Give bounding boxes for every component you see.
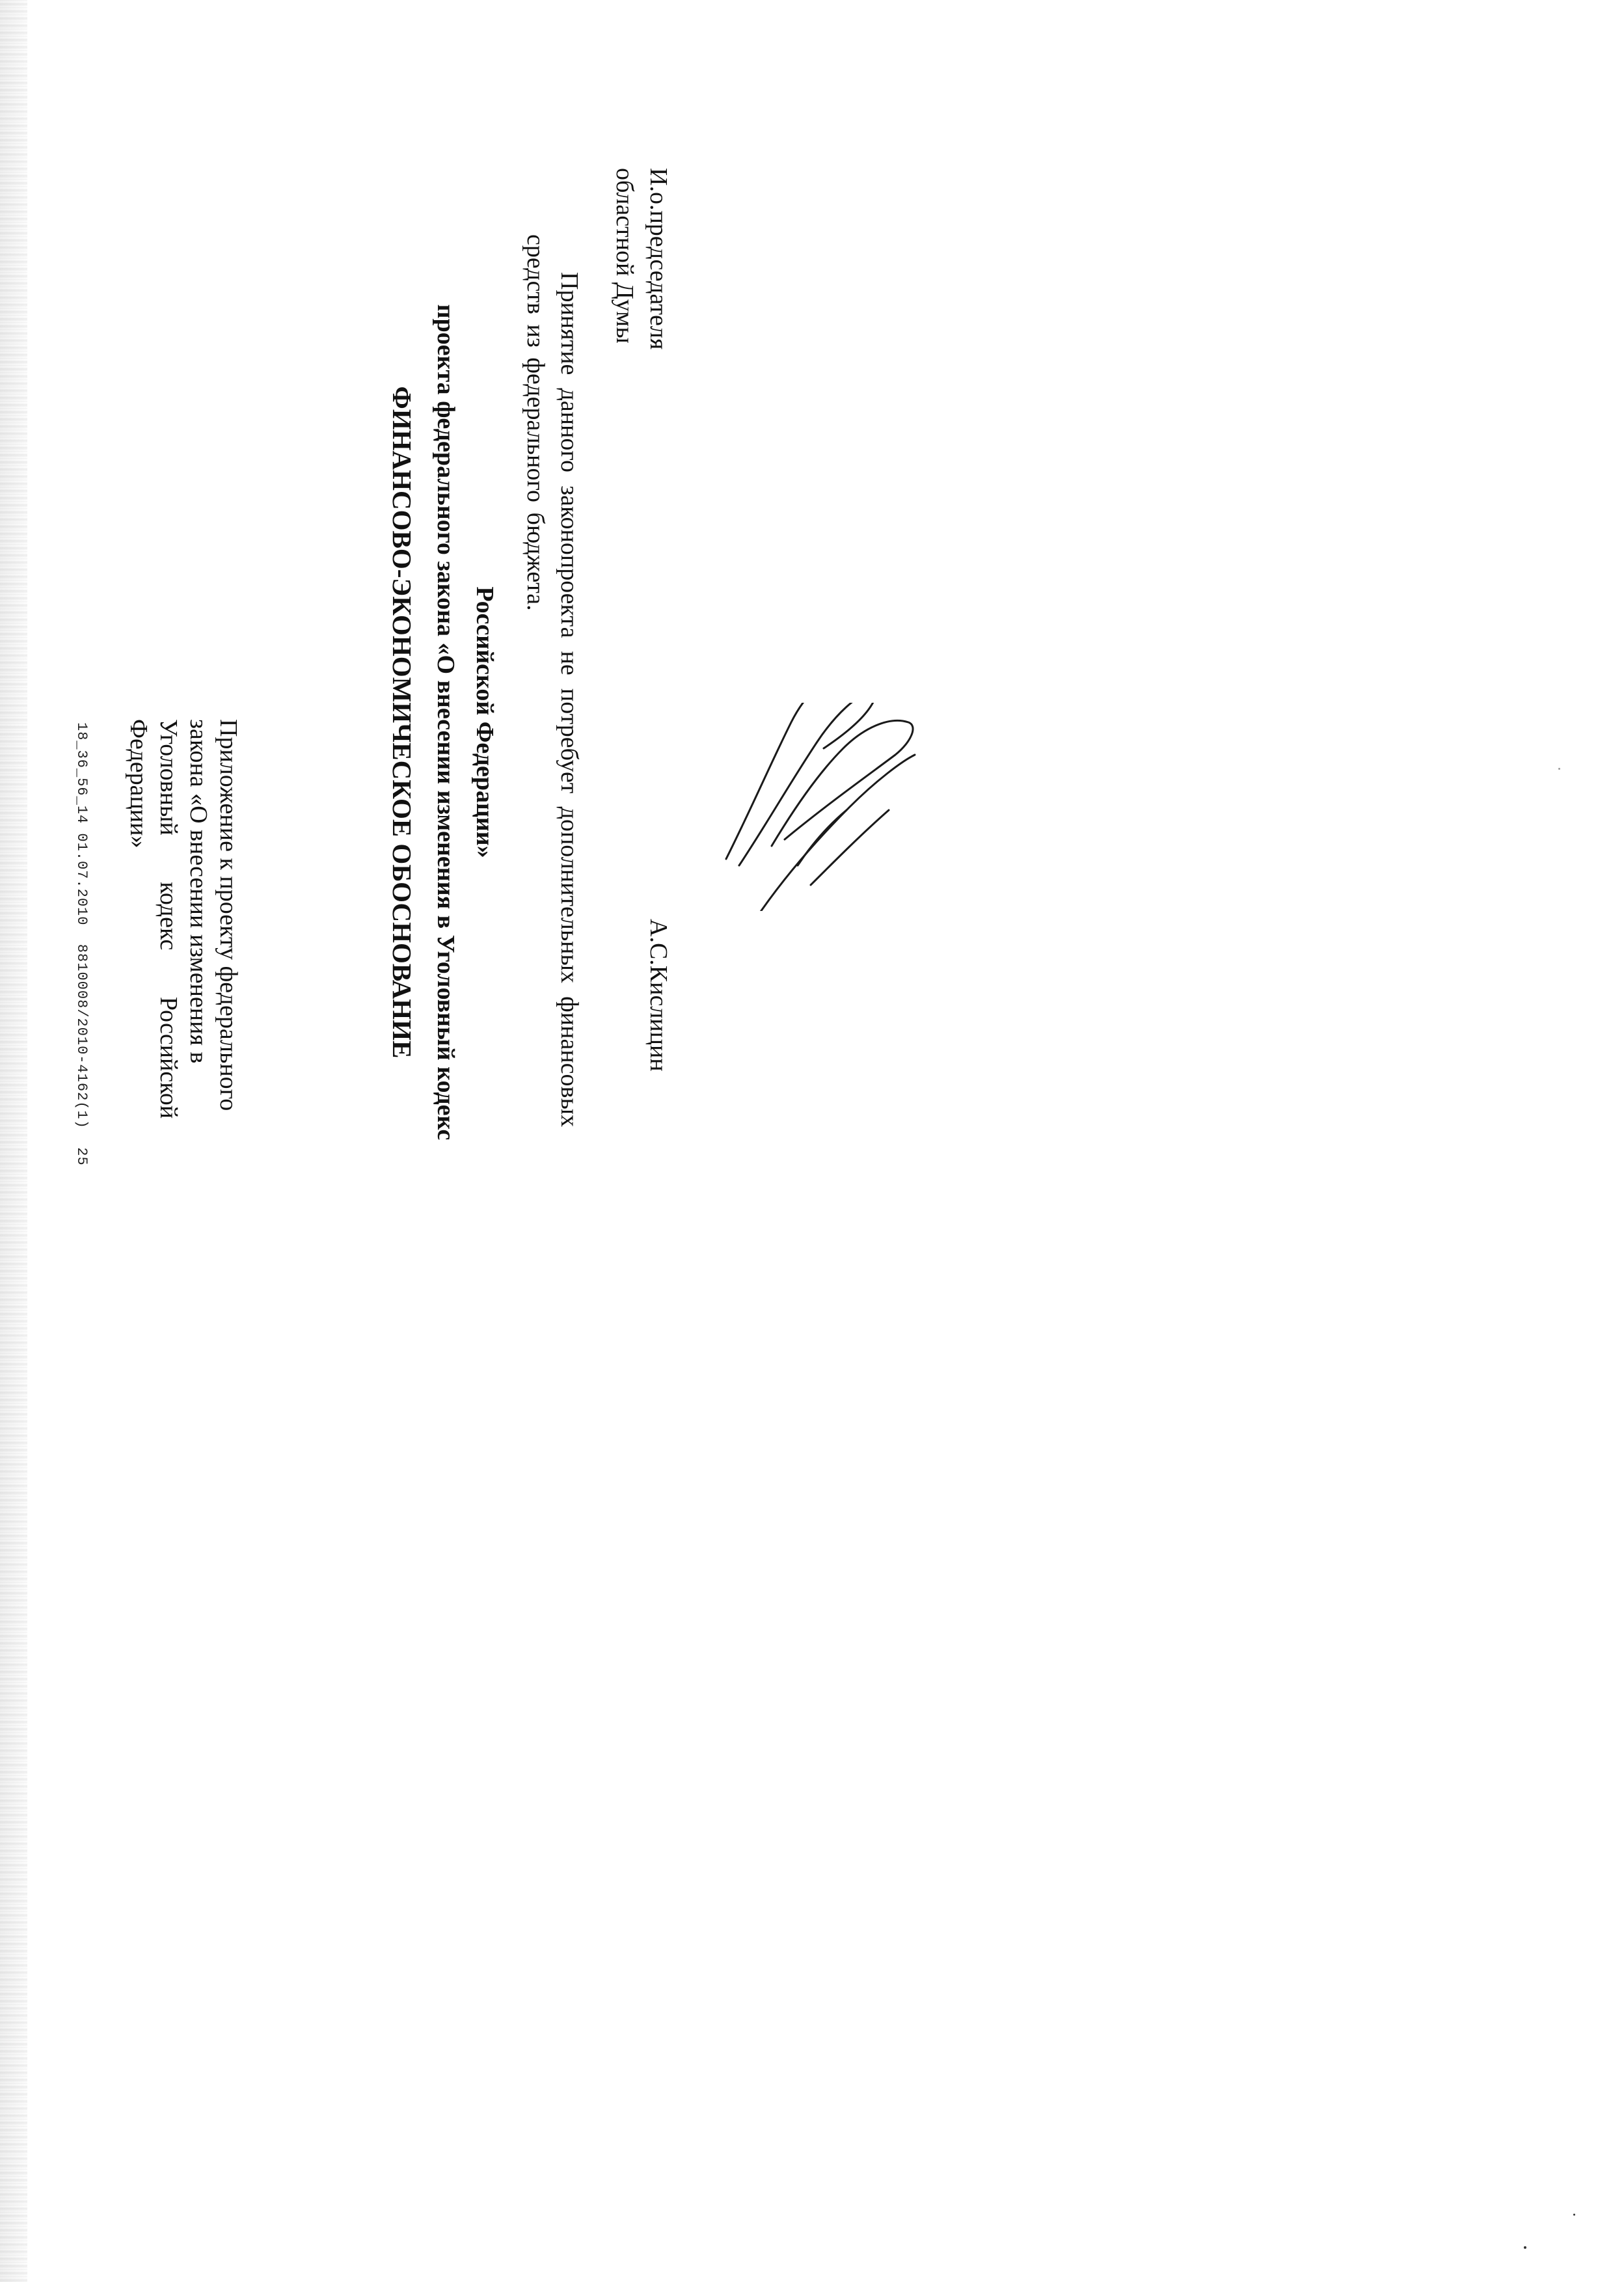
appendix-note-line: Уголовный кодекс Российской bbox=[155, 719, 182, 1119]
document-title: ФИНАНСОВО-ЭКОНОМИЧЕСКОЕ ОБОСНОВАНИЕ bbox=[387, 386, 417, 1059]
handwritten-signature bbox=[661, 703, 973, 911]
signer-position bbox=[608, 168, 675, 349]
body-paragraph: Принятие данного законопроекта не потребует дополнительных финансовых средств из федерального бюджета. bbox=[522, 234, 583, 1127]
scan-speck bbox=[1524, 2246, 1526, 2249]
appendix-note-line: Приложение к проекту федерального bbox=[215, 719, 242, 1111]
document-subtitle-line: проекта федерального закона «О внесении изменения в Уголовный кодекс bbox=[432, 304, 459, 1141]
document-subtitle-line: Российской Федерации» bbox=[471, 586, 498, 858]
signer-position-line: областной Думы bbox=[611, 168, 638, 344]
registration-stamp: 18_36_56_14 01.07.2010 8810008/2010-4162(1) 25 bbox=[74, 722, 90, 1166]
appendix-note-line: Федерации» bbox=[125, 719, 152, 849]
signer-position-line: И.о.председателя bbox=[645, 168, 672, 350]
scan-speck bbox=[1558, 768, 1560, 770]
signer-name: А.С.Кислицин bbox=[645, 919, 672, 1072]
appendix-note bbox=[124, 719, 243, 1176]
scan-speck bbox=[1573, 2214, 1575, 2216]
appendix-note-line: закона «О внесении изменения в bbox=[185, 719, 212, 1064]
